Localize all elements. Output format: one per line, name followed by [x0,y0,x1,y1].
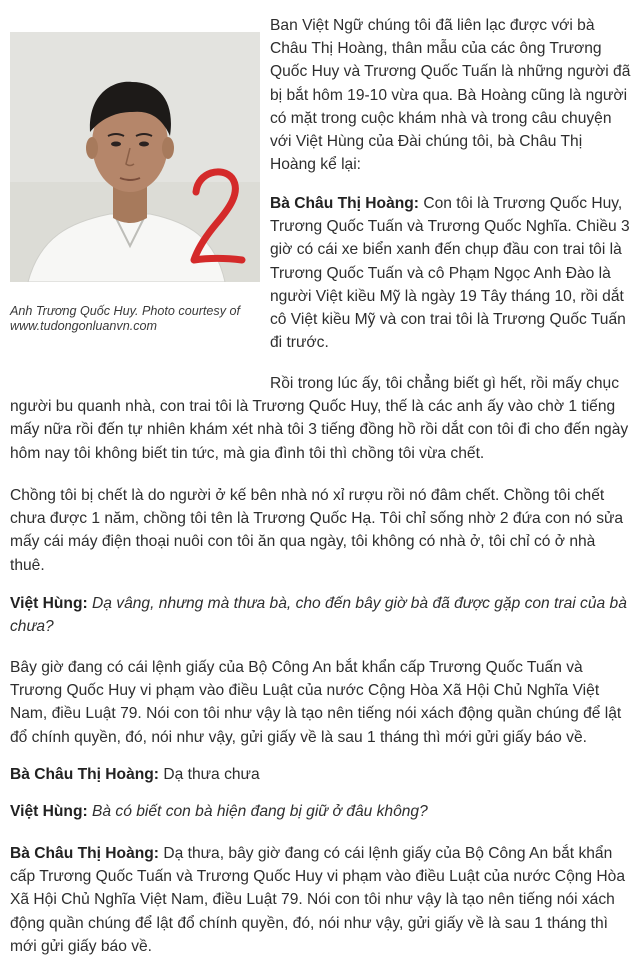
portrait-photo [10,32,260,282]
paragraph-text: Dạ thưa chưa [159,766,260,783]
paragraph-text: Chồng tôi bị chết là do người ở kế bên nhà nó xỉ rượu rồi nó đâm chết. Chồng tôi chết chưa được 1 năm, chồng tôi tên là Trương Quốc Hạ. Tôi chỉ sống nhờ 2 đứa con nó sửa mấy cái máy điện thoại nuôi con tôi ăn qua ngày, tôi không có nhà ở, tôi chỉ có ở nhà thuê. [10,487,624,574]
speaker-label: Bà Châu Thị Hoàng: [10,766,160,783]
photo-caption [10,304,260,334]
speaker-label: Việt Hùng: [10,803,88,820]
paragraph-hoang-3 [10,484,632,577]
paragraph-text: Ban Việt Ngữ chúng tôi đã liên lạc được với bà Châu Thị Hoàng, thân mẫu của các ông Trương Quốc Huy và Trương Quốc Tuấn là những người đã bị bắt hôm 19-10 vừa qua. Bà Hoàng cũng là người có mặt trong cuộc khám nhà và trong câu chuyện với Việt Hùng của Đài chúng tôi, bà Châu Thị Hoàng kể lại: [270,17,631,174]
paragraph-viet-hung-1 [10,592,632,638]
speaker-label: Việt Hùng: [10,595,88,612]
paragraph-text: Rồi trong lúc ấy, tôi chẳng biết gì hết, rồi mấy chục người bu quanh nhà, con trai tôi là Trương Quốc Huy, thế là các anh ấy vào chờ 1 tiếng mấy nữa rồi đến tự nhiên khám xét nhà tôi 3 tiếng đồng hồ rồi dắt con tôi đi cho đến ngày hôm nay tôi không biết tin tức, mà gia đình tôi thì chồng tôi vừa chết. [10,375,629,462]
speaker-label: Bà Châu Thị Hoàng: [270,195,420,212]
paragraph-text: Dạ vâng, nhưng mà thưa bà, cho đến bây giờ bà đã được gặp con trai của bà chưa? [10,595,627,636]
paragraph-text: Bà có biết con bà hiện đang bị giữ ở đâu không? [87,803,428,820]
paragraph-intro [270,14,632,176]
paragraph-text: Con tôi là Trương Quốc Huy, Trương Quốc Tuấn và Trương Quốc Nghĩa. Chiều 3 giờ có cái xe biển xanh đến chụp đầu con trai tôi là Trương Quốc Tuấn và cô Phạm Ngọc Anh Đào là người Việt kiều Mỹ là ngày 19 Tây tháng 10, rồi dắt cô Việt kiều Mỹ và con trai tôi là Trương Quốc Tuấn đi trước. [270,195,630,352]
red-number-marker [182,162,252,272]
paragraph-viet-hung-2 [10,800,632,823]
caption-line2: www.tudongonluanvn.com [10,319,158,333]
paragraph-hoang-4 [10,656,632,749]
photo-figure [10,32,260,334]
caption-line1: Anh Trương Quốc Huy. Photo courtesy of [10,304,241,318]
paragraph-text: Bây giờ đang có cái lệnh giấy của Bộ Công An bắt khẩn cấp Trương Quốc Tuấn và Trương Quốc Huy vi phạm vào điều Luật của nước Cộng Hòa Xã Hội Chủ Nghĩa Việt Nam, điều Luật 79. Nói con tôi như vậy là tạo nên tiếng nói xách động quần chúng để lật đổ chính quyền, đó, nói như vậy, gửi giấy về là sau 1 tháng thì mới gửi giấy báo về. [10,659,622,746]
speaker-label: Bà Châu Thị Hoàng: [10,845,160,862]
paragraph-text: Dạ thưa, bây giờ đang có cái lệnh giấy của Bộ Công An bắt khẩn cấp Trương Quốc Tuấn và Trương Quốc Huy vi phạm vào điều Luật của nước Cộng Hòa Xã Hội Chủ Nghĩa Việt Nam, điều Luật 79. Nói con tôi như vậy là tạo nên tiếng nói xách động quần chúng để lật đổ chính quyền, đó, nói như vậy, gửi giấy về là sau 1 tháng thì mới gửi giấy báo về. [10,845,626,955]
paragraph-hoang-1 [270,192,632,354]
paragraph-hoang-5 [10,763,632,786]
paragraph-hoang-6 [10,842,632,958]
paragraph-hoang-2 [10,372,632,465]
